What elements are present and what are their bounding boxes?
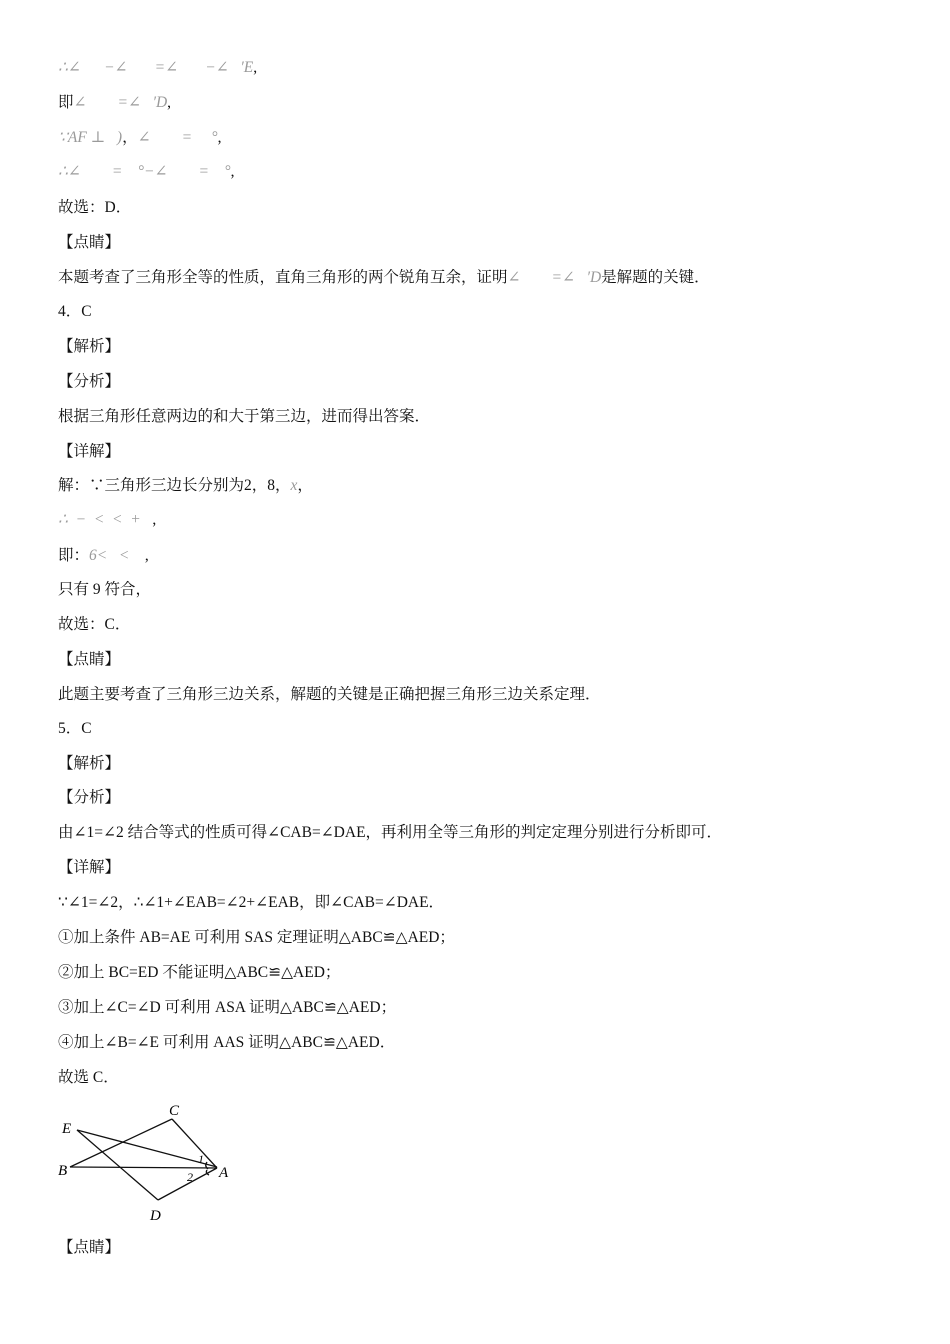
math: ∴∠ −∠ =∠ −∠ ′E (58, 59, 254, 76)
text: 本题考查了三角形全等的性质，直角三角形的两个锐角互余，证明 (58, 269, 508, 286)
line-23: 由∠1=∠2 结合等式的性质可得∠CAB=∠DAE，再利用全等三角形的判定定理分别进行分析即可． (58, 824, 723, 841)
line-3 (58, 128, 221, 148)
text: , (230, 163, 235, 180)
label-e: E (62, 1121, 72, 1137)
label-1: 1 (198, 1152, 204, 1166)
math: ∠ =∠ ′D (507, 269, 602, 286)
line-14 (58, 510, 156, 530)
math: ∴ − < < + (58, 511, 153, 528)
text: , (152, 511, 157, 528)
text: ， (297, 477, 313, 494)
line-31: 【点睛】 (58, 1239, 121, 1256)
math: ∠ =∠ ′D (73, 94, 168, 111)
math: AF ⊥ ) (67, 129, 123, 146)
label-2: 2 (187, 1170, 193, 1184)
line-16: 只有 9 符合， (58, 581, 152, 598)
line-25: ∵∠1=∠2，∴∠1+∠EAB=∠2+∠EAB，即∠CAB=∠DAE． (58, 894, 445, 911)
text: , (217, 129, 222, 146)
segment-ba (70, 1167, 217, 1168)
line-4 (58, 162, 235, 182)
line-19: 此题主要考查了三角形三边关系，解题的关键是正确把握三角形三边关系定理． (58, 686, 601, 703)
line-7 (58, 268, 710, 288)
math: ∵ (58, 129, 68, 146)
line-5: 故选：D． (58, 199, 132, 216)
line-9: 【解析】 (58, 338, 121, 355)
math: x (290, 477, 298, 494)
text: , (253, 59, 258, 76)
text: 即 (58, 94, 74, 111)
segment-bc (70, 1119, 172, 1167)
line-11: 根据三角形任意两边的和大于第三边，进而得出答案． (58, 408, 431, 425)
label-d: D (150, 1208, 161, 1224)
math: 6< < (89, 547, 145, 564)
line-13 (58, 476, 313, 496)
label-c: C (169, 1103, 180, 1119)
line-17: 故选：C． (58, 616, 131, 633)
math: ∠ = ° (137, 129, 218, 146)
text: 是解题的关键． (601, 269, 710, 286)
text: , (167, 94, 172, 111)
line-28: ③加上∠C=∠D 可利用 ASA 证明△ABC≌△AED； (58, 999, 397, 1016)
line-18: 【点睛】 (58, 651, 121, 668)
geometry-figure (50, 1095, 250, 1225)
line-30: 故选 C． (58, 1069, 119, 1086)
line-6: 【点睛】 (58, 234, 121, 251)
line-2 (58, 93, 171, 113)
line-1 (58, 58, 257, 78)
line-21: 【解析】 (58, 755, 121, 772)
line-24: 【详解】 (58, 859, 121, 876)
text: , (144, 547, 149, 564)
line-15 (58, 546, 149, 566)
text: 即： (58, 547, 90, 564)
math: ∴∠ = °−∠ = ° (58, 163, 231, 180)
line-12: 【详解】 (58, 443, 121, 460)
line-10: 【分析】 (58, 373, 121, 390)
text: ， (122, 129, 138, 146)
line-20: 5．C (58, 720, 92, 737)
label-a: A (219, 1165, 229, 1181)
line-8: 4．C (58, 303, 92, 320)
angle-1-arc (206, 1162, 208, 1169)
line-29: ④加上∠B=∠E 可利用 AAS 证明△ABC≌△AED． (58, 1034, 396, 1051)
text: 解：∵三角形三边长分别为2，8， (58, 477, 291, 494)
line-26: ①加上条件 AB=AE 可利用 SAS 定理证明△ABC≌△AED； (58, 929, 455, 946)
line-22: 【分析】 (58, 789, 121, 806)
label-b: B (58, 1163, 68, 1179)
line-27: ②加上 BC=ED 不能证明△ABC≌△AED； (58, 964, 341, 981)
